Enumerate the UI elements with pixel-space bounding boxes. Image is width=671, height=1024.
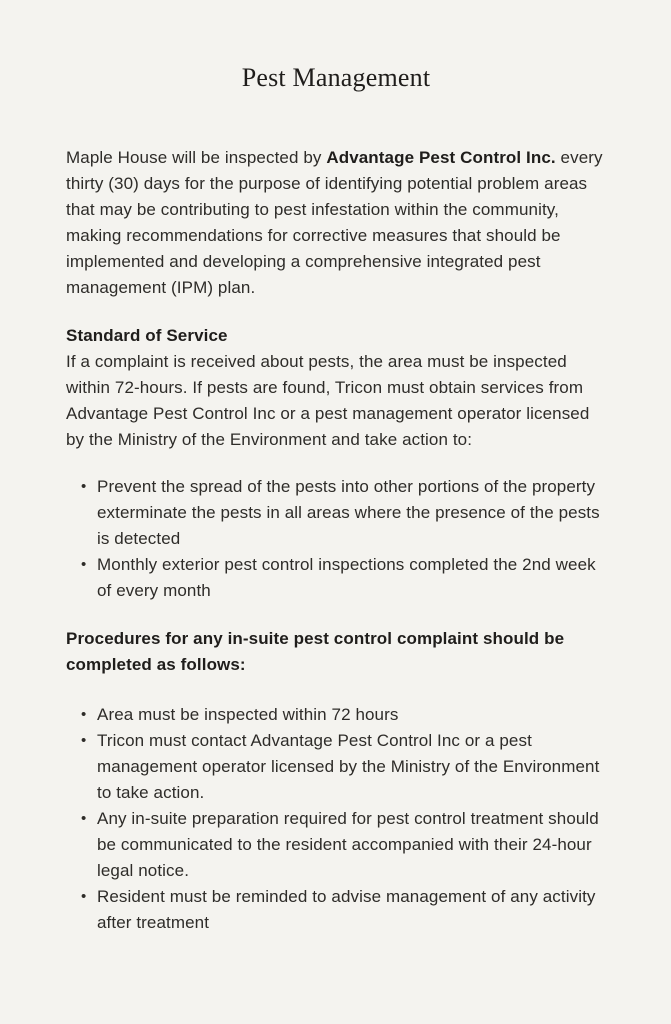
list-item: • Monthly exterior pest control inspections completed the 2nd week of every month — [66, 552, 606, 604]
standard-of-service-heading: Standard of Service — [66, 326, 228, 345]
intro-text-after: every thirty (30) days for the purpose of identifying potential problem areas that may be contributing to pest infestation within the community, making recommendations for corrective measures that should be implemented and developing a comprehensive integrated pest management (IPM) plan. — [66, 148, 603, 297]
list-item: • Resident must be reminded to advise management of any activity after treatment — [66, 884, 606, 936]
list-item: • Any in-suite preparation required for pest control treatment should be communicated to the resident accompanied with their 24-hour legal notice. — [66, 806, 606, 884]
intro-paragraph — [66, 145, 606, 301]
list-item: • Tricon must contact Advantage Pest Control Inc or a pest management operator licensed by the Ministry of the Environment to take action. — [66, 728, 606, 806]
standard-of-service-body: If a complaint is received about pests, the area must be inspected within 72-hours. If pests are found, Tricon must obtain services from Advantage Pest Control Inc or a pest management operator licensed by the Ministry of the Environment and take action to: — [66, 352, 590, 449]
vendor-name: Advantage Pest Control Inc. — [326, 148, 556, 167]
standard-of-service-bullet-list — [66, 474, 606, 604]
intro-text-before: Maple House will be inspected by — [66, 148, 327, 167]
list-item: • Area must be inspected within 72 hours — [66, 702, 606, 728]
list-item: • Prevent the spread of the pests into other portions of the property exterminate the pests in all areas where the presence of the pests is detected — [66, 474, 606, 552]
procedures-bullet-list — [66, 702, 606, 936]
procedures-heading: Procedures for any in-suite pest control complaint should be completed as follows: — [66, 629, 565, 674]
standard-of-service-section — [66, 323, 606, 453]
page-title: Pest Management — [241, 63, 431, 92]
